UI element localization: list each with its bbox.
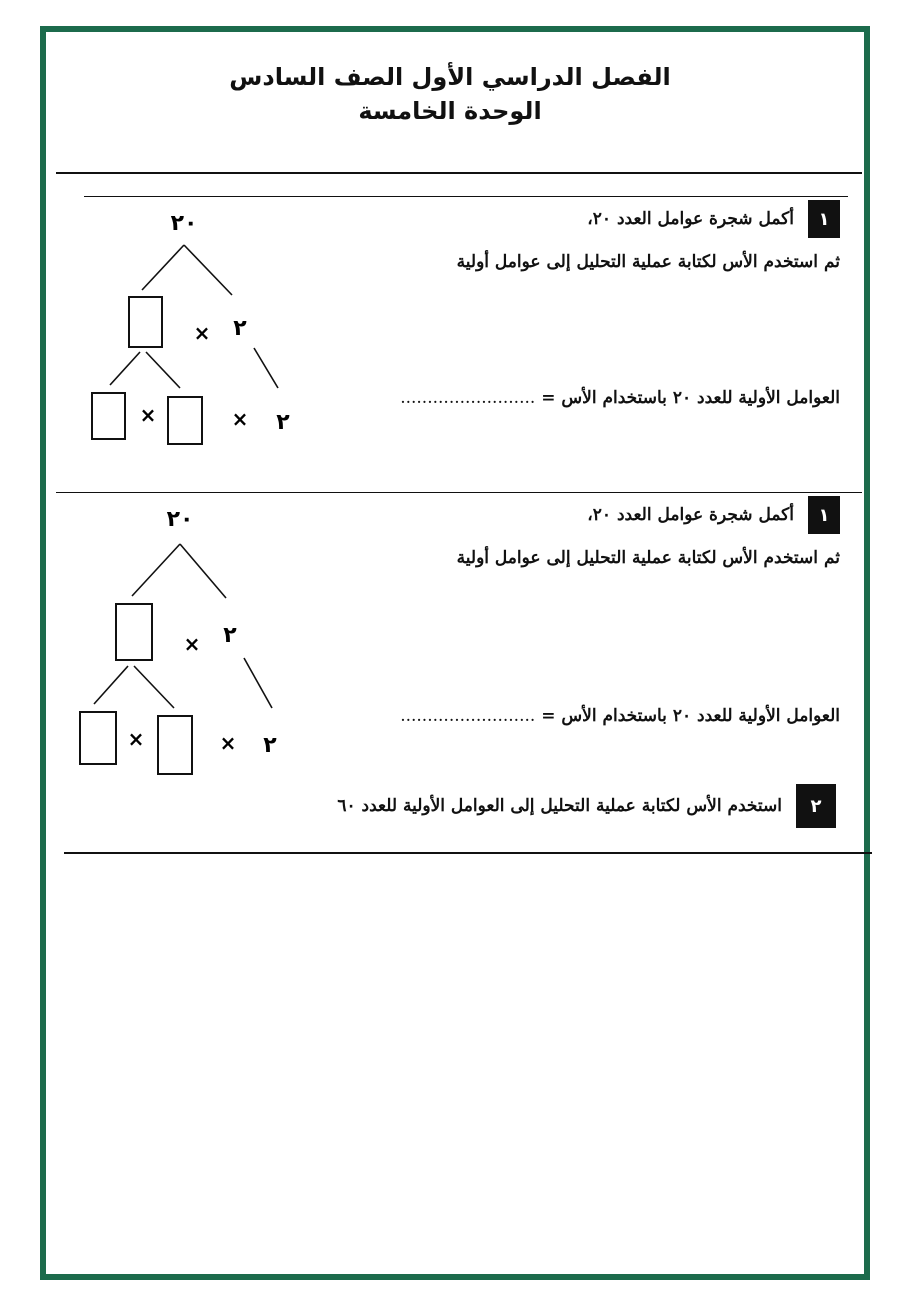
- factor-blank-box[interactable]: [129, 297, 162, 347]
- tree-root-number: ٢٠: [170, 211, 198, 236]
- worksheet-header: [0, 60, 900, 128]
- tree-root-number: ٢٠: [166, 507, 194, 532]
- answer-label: العوامل الأولية للعدد ٢٠ باستخدام الأس =: [541, 706, 840, 726]
- factor-blank-box[interactable]: [92, 393, 125, 439]
- question-instruction: ثم استخدم الأس لكتابة عملية التحليل إلى عوامل أولية: [456, 548, 840, 568]
- tree-factor-number: ٢: [263, 733, 277, 758]
- tree-branch: [142, 245, 184, 290]
- answer-blank[interactable]: .........................: [400, 388, 536, 408]
- header-title: الفصل الدراسي الأول الصف السادس: [229, 63, 671, 91]
- factor-tree-2: [68, 496, 308, 786]
- answer-line[interactable]: [400, 706, 840, 726]
- question-instruction: ثم استخدم الأس لكتابة عملية التحليل إلى عوامل أولية: [456, 252, 840, 272]
- tree-branch: [110, 352, 140, 385]
- tree-branch: [132, 544, 180, 596]
- times-sign: ×: [193, 321, 211, 345]
- times-sign: ×: [231, 407, 249, 431]
- factor-tree-1: [80, 200, 310, 450]
- times-sign: ×: [183, 632, 201, 656]
- tree-branch: [134, 666, 174, 708]
- answer-label: العوامل الأولية للعدد ٢٠ باستخدام الأس =: [541, 388, 840, 408]
- tree-branch: [94, 666, 128, 704]
- times-sign: ×: [219, 731, 237, 755]
- answer-line[interactable]: [400, 388, 840, 408]
- question-prompt: أكمل شجرة عوامل العدد ٢٠،: [587, 505, 794, 525]
- tree-branch: [254, 348, 278, 388]
- answer-blank[interactable]: .........................: [400, 706, 536, 726]
- question-prompt: أكمل شجرة عوامل العدد ٢٠،: [587, 209, 794, 229]
- tree-branch: [244, 658, 272, 708]
- factor-blank-box[interactable]: [158, 716, 192, 774]
- tree-factor-number: ٢: [233, 316, 247, 341]
- question-prompt: استخدم الأس لكتابة عملية التحليل إلى العوامل الأولية للعدد ٦٠: [337, 796, 782, 816]
- tree-factor-number: ٢: [276, 410, 290, 435]
- tree-branch: [180, 544, 226, 598]
- times-sign: ×: [139, 403, 157, 427]
- section-divider: [64, 852, 872, 854]
- question-1-heading: [587, 200, 840, 238]
- question-1b-heading: [587, 496, 840, 534]
- factor-blank-box[interactable]: [80, 712, 116, 764]
- question-1-top-rule: [84, 196, 848, 197]
- tree-branch: [146, 352, 180, 388]
- factor-blank-box[interactable]: [116, 604, 152, 660]
- header-subtitle: الوحدة الخامسة: [358, 97, 542, 125]
- times-sign: ×: [127, 727, 145, 751]
- header-divider: [56, 172, 862, 174]
- question-number-badge: ١: [808, 496, 840, 534]
- question-number-badge: ١: [808, 200, 840, 238]
- tree-factor-number: ٢: [223, 623, 237, 648]
- question-number-badge: ٢: [796, 784, 836, 828]
- factor-blank-box[interactable]: [168, 397, 202, 444]
- section-divider: [56, 492, 862, 493]
- question-2-heading: [337, 784, 836, 828]
- tree-branch: [184, 245, 232, 295]
